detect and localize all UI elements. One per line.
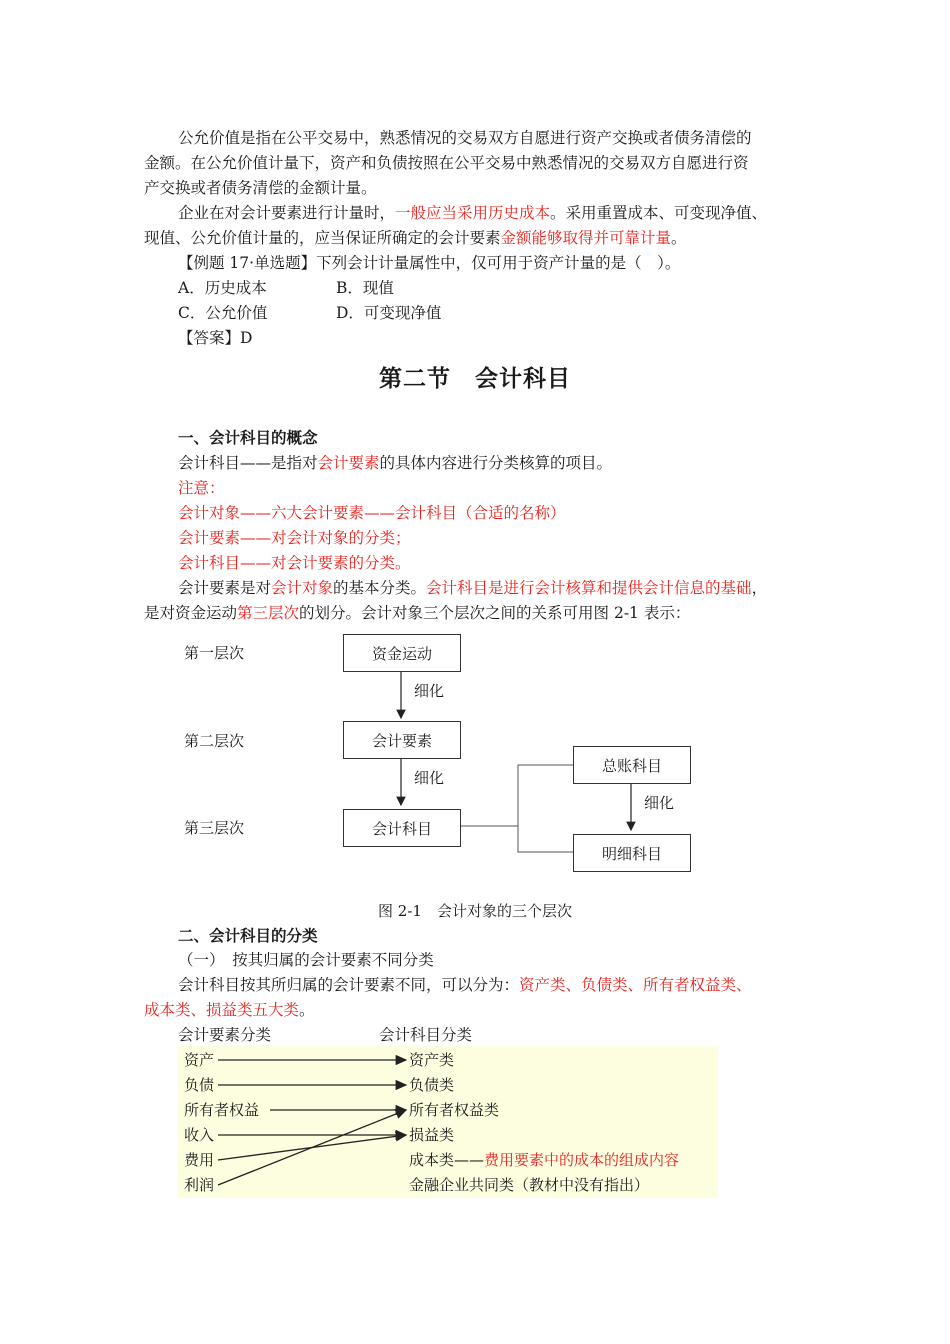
box-accounting-subjects: 会计科目 [343,809,461,847]
level-2-label: 第二层次 [184,732,245,750]
text: ， [751,579,768,597]
mapping-arrows [178,1046,718,1198]
text: 会计科目按其所归属的会计要素不同，可以分为： [178,976,520,994]
bracket-line [518,765,573,852]
subject-profit-loss: 损益类 [409,1126,455,1144]
element-revenue: 收入 [184,1126,215,1144]
text: 是对资金运动 [144,604,238,622]
subject-assets: 资产类 [409,1051,455,1069]
text: 的基本分类。 [333,579,427,597]
refine-label-1: 细化 [414,682,445,700]
highlight-text: 一般应当采用历史成本 [395,204,551,222]
text: 。 [299,1001,315,1019]
section-title: 第二节 会计科目 [379,366,571,392]
option-d: D．可变现净值 [336,304,442,322]
level-1-label: 第一层次 [184,644,245,662]
highlight-text: 会计科目是进行会计核算和提供会计信息的基础 [426,579,752,597]
note-label: 注意： [178,479,225,497]
highlight-text: 会计对象 [271,579,334,597]
subsection-1-heading: （一） 按其归属的会计要素不同分类 [178,951,434,969]
section2-heading: 二、会计科目的分类 [178,927,318,945]
text: 的划分。会计对象三个层次之间的关系可用图 2-1 表示： [299,604,691,622]
highlight-text: 金额能够取得并可靠计量 [500,229,672,247]
text: 企业在对会计要素进行计量时， [178,204,396,222]
text: 会计要素是对 [178,579,272,597]
box-fund-movement: 资金运动 [343,634,461,672]
text: 的具体内容进行分类核算的项目。 [379,454,613,472]
example-question: 【例题 17·单选题】下列会计计量属性中，仅可用于资产计量的是（ ）。 [178,254,681,272]
option-b: B．现值 [336,279,394,297]
classification-panel [178,1046,718,1198]
highlight-text: 资产类、负债类、所有者权益类、 [519,976,752,994]
option-c: C．公允价值 [178,304,268,322]
element-liabilities: 负债 [184,1076,215,1094]
element-owners-equity: 所有者权益 [184,1101,260,1119]
sec2-para-line1 [178,975,752,995]
figure-caption: 图 2-1 会计对象的三个层次 [378,902,572,920]
element-expenses: 费用 [184,1151,215,1169]
level-3-label: 第三层次 [184,819,245,837]
text: 成本类—— [409,1151,485,1169]
text: 。 [671,229,687,247]
sec2-para-line2 [144,1000,315,1020]
element-assets: 资产 [184,1051,215,1069]
highlight-text: 费用要素中的成本的组成内容 [484,1151,680,1169]
column-header-elements: 会计要素分类 [178,1026,272,1044]
box-general-ledger: 总账科目 [573,746,691,784]
section1-heading: 一、会计科目的概念 [178,429,318,447]
highlight-text: 第三层次 [237,604,300,622]
option-a: A．历史成本 [178,279,267,297]
text: 会计科目——是指对 [178,454,318,472]
element-profit: 利润 [184,1176,215,1194]
box-accounting-elements: 会计要素 [343,721,461,759]
box-detail-subjects: 明细科目 [573,834,691,872]
refine-label-3: 细化 [644,794,675,812]
text: 现值、公允价值计量的，应当保证所确定的会计要素 [144,229,501,247]
subject-owners-equity: 所有者权益类 [409,1101,500,1119]
highlight-text: 成本类、损益类五大类 [144,1001,300,1019]
para1-line2: 金额。在公允价值计量下，资产和负债按照在公平交易中熟悉情况的交易双方自愿进行资 [144,154,749,172]
note-line1: 会计对象——六大会计要素——会计科目（合适的名称） [178,504,566,522]
refine-label-2: 细化 [414,769,445,787]
note-line3: 会计科目——对会计要素的分类。 [178,554,411,572]
highlight-text: 会计要素 [317,454,380,472]
subject-liabilities: 负债类 [409,1076,455,1094]
column-header-subjects: 会计科目分类 [379,1026,473,1044]
example-answer: 【答案】D [178,329,253,347]
para1-line3: 产交换或者债务清偿的金额计量。 [144,179,377,197]
para1-line1: 公允价值是指在公平交易中，熟悉情况的交易双方自愿进行资产交换或者债务清偿的 [178,129,752,147]
subject-financial-common: 金融企业共同类（教材中没有指出） [409,1176,650,1194]
note-line2: 会计要素——对会计对象的分类； [178,529,411,547]
text: 。采用重置成本、可变现净值、 [550,204,768,222]
arrow-profit [218,1110,406,1185]
